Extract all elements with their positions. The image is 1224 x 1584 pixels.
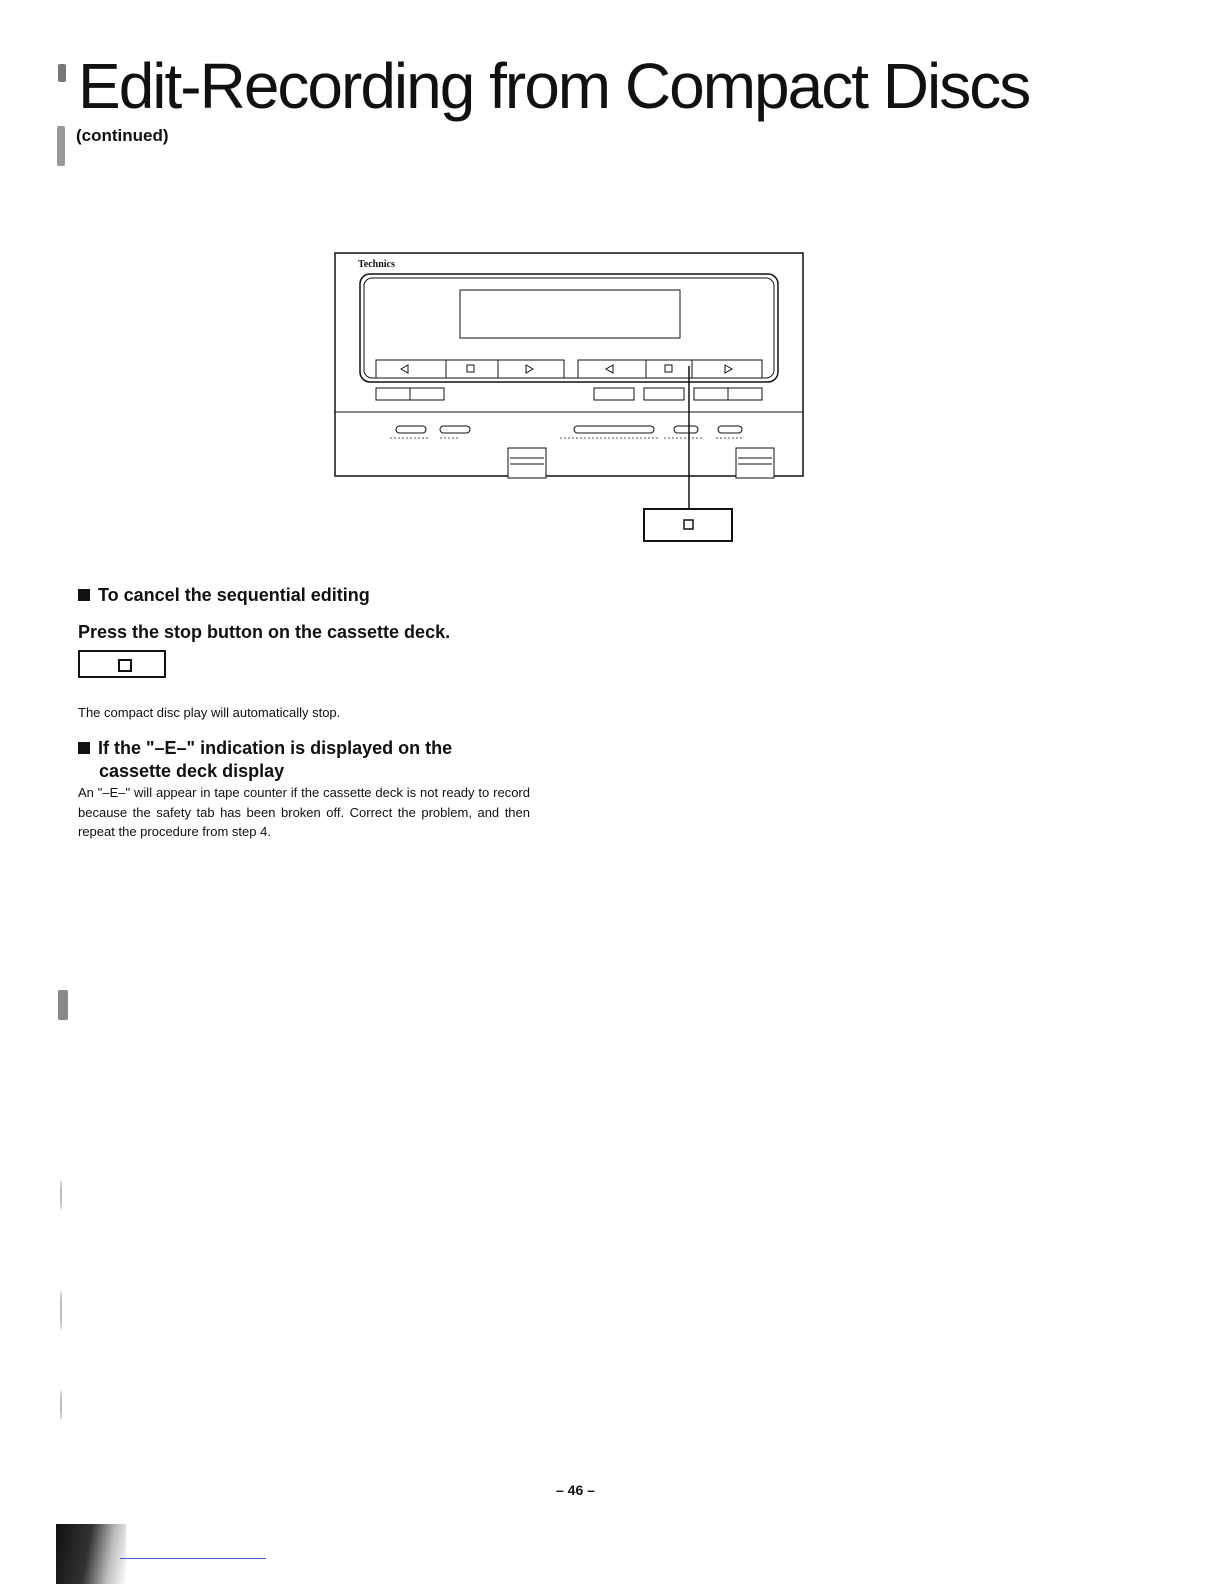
scan-speck	[57, 126, 65, 166]
deck-b-play-button	[692, 360, 762, 378]
stop-button-illustration	[78, 650, 166, 678]
deck-a-transport	[376, 360, 564, 378]
rec-pause-button	[644, 388, 684, 400]
error-section-heading	[78, 737, 452, 783]
scan-speck	[60, 1180, 62, 1210]
deck-a-rewind-button	[376, 360, 446, 378]
deck-b-stop-button	[646, 360, 692, 378]
reverse-mode-button	[674, 426, 698, 433]
deck-a-play-button	[498, 360, 564, 378]
deck-b-rewind-button	[578, 360, 646, 378]
eject-flap-left	[508, 448, 546, 478]
scan-speck	[58, 990, 68, 1020]
bullet-square	[78, 589, 90, 601]
scan-edge-line	[120, 1558, 266, 1559]
stop-icon	[118, 659, 132, 672]
deck-b-transport	[578, 360, 762, 378]
dolby-nr-button	[440, 426, 470, 433]
page-subtitle: (continued)	[76, 126, 169, 145]
scan-speck	[60, 1290, 62, 1330]
error-body-text: An "–E–" will appear in tape counter if the cassette deck is not ready to record because the safety tab has been broken off. Correct the problem, and then repeat the procedure from step 4.	[78, 785, 530, 839]
page-number: – 46 –	[556, 1482, 595, 1498]
bullet-square	[78, 742, 90, 754]
scan-speck	[58, 64, 66, 82]
counter-reset-button	[396, 426, 426, 433]
error-heading-line1: If the "–E–" indication is displayed on the	[98, 738, 453, 758]
page-title: Edit-Recording from Compact Discs	[78, 50, 1030, 122]
stop-callout-box	[644, 509, 732, 541]
counter-reset-button-right	[718, 426, 742, 433]
cassette-deck-diagram	[334, 252, 806, 548]
scan-corner-mark	[56, 1524, 126, 1584]
copy-button	[594, 388, 634, 400]
brand-logo: Technics	[358, 259, 395, 270]
cancel-instruction: Press the stop button on the cassette deck.	[78, 622, 451, 642]
cancel-heading-text: To cancel the sequential editing	[98, 585, 370, 605]
tape-edit-speed-button	[574, 426, 654, 433]
cancel-section-heading	[78, 584, 370, 607]
deck-a-stop-button	[446, 360, 498, 378]
eject-flap-right	[736, 448, 774, 478]
cancel-result-text: The compact disc play will automatically stop.	[78, 705, 341, 720]
error-heading-line2: cassette deck display	[99, 761, 285, 781]
scan-speck	[60, 1390, 62, 1420]
